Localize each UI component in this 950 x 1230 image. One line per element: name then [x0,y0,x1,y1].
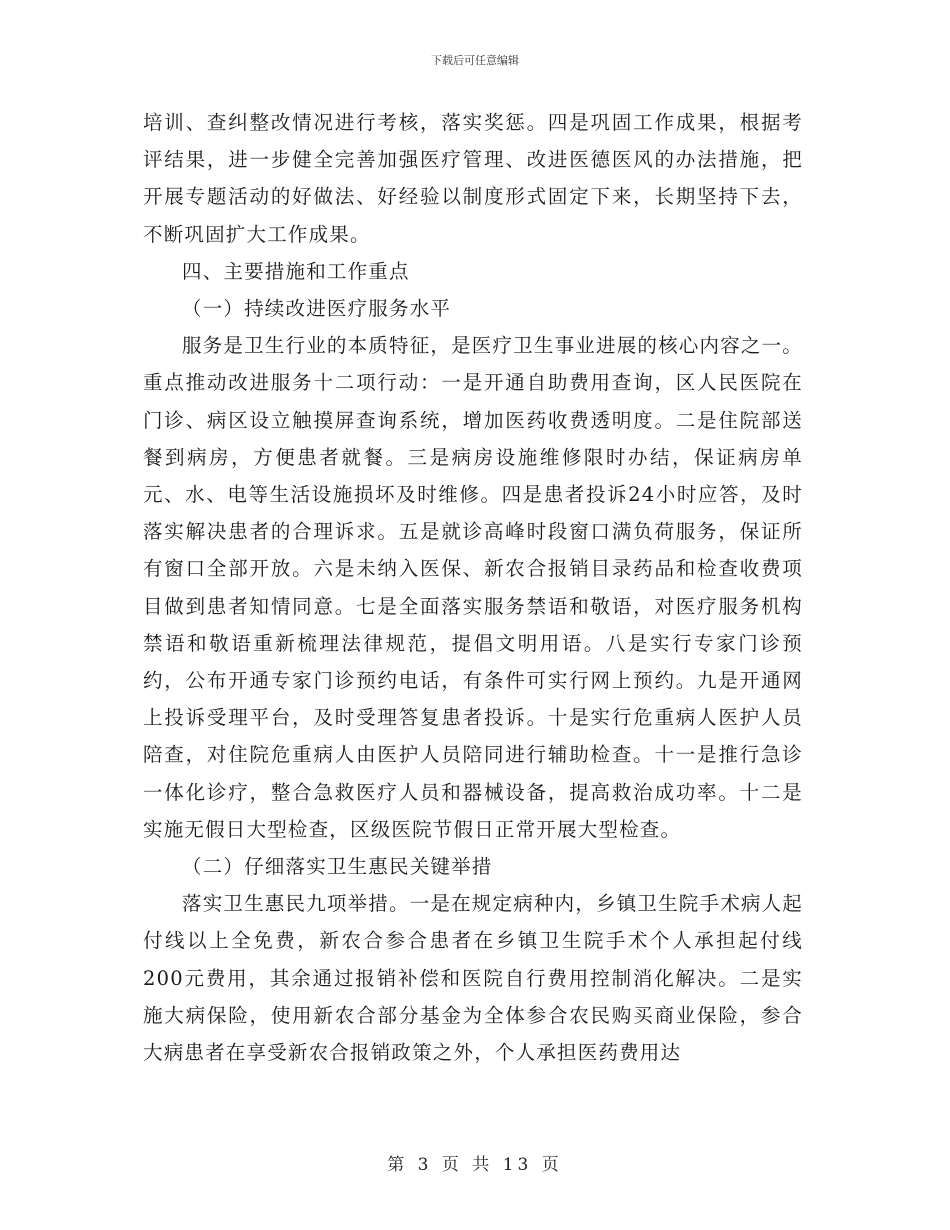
paragraph-continuation: 培训、查纠整改情况进行考核，落实奖惩。四是巩固工作成果，根据考评结果，进一步健全完善加强医疗管理、改进医德医风的办法措施，把开展专题活动的好做法、好经验以制度形式固定下来，长期坚持下去，不断巩固扩大工作成果。 [143,111,803,246]
document-body [143,104,803,1071]
section-heading: 四、主要措施和工作重点 [182,259,410,283]
page-footer: 第 3 页 共 13 页 [387,1155,563,1175]
paragraph-body: 落实卫生惠民九项举措。一是在规定病种内，乡镇卫生院手术病人起付线以上全免费，新农合参合患者在乡镇卫生院手术个人承担起付线200元费用，其余通过报销补偿和医院自行费用控制消化解决。二是实施大病保险，使用新农合部分基金为全体参合农民购买商业保险，参合大病患者在享受新农合报销政策之外，个人承担医药费用达 [143,892,804,1065]
paragraph-body: 服务是卫生行业的本质特征，是医疗卫生事业进展的核心内容之一。重点推动改进服务十二项行动：一是开通自助费用查询，区人民医院在门诊、病区设立触摸屏查询系统，增加医药收费透明度。二是住院部送餐到病房，方便患者就餐。三是病房设施维修限时办结，保证病房单元、水、电等生活设施损坏及时维修。四是患者投诉24小时应答，及时落实解决患者的合理诉求。五是就诊高峰时段窗口满负荷服务，保证所有窗口全部开放。六是未纳入医保、新农合报销目录药品和检查收费项目做到患者知情同意。七是全面落实服务禁语和敬语，对医疗服务机构禁语和敬语重新梳理法律规范，提倡文明用语。八是实行专家门诊预约，公布开通专家门诊预约电话，有条件可实行网上预约。九是开通网上投诉受理平台，及时受理答复患者投诉。十是实行危重病人医护人员陪查，对住院危重病人由医护人员陪同进行辅助检查。十一是推行急诊一体化诊疗，整合急救医疗人员和器械设备，提高救治成功率。十二是实施无假日大型检查，区级医院节假日正常开展大型检查。 [143,334,804,841]
page-header: 下载后可任意编辑 [431,54,519,67]
subsection-heading: （一）持续改进医疗服务水平 [182,297,452,321]
subsection-heading: （二）仔细落实卫生惠民关键举措 [182,855,493,879]
